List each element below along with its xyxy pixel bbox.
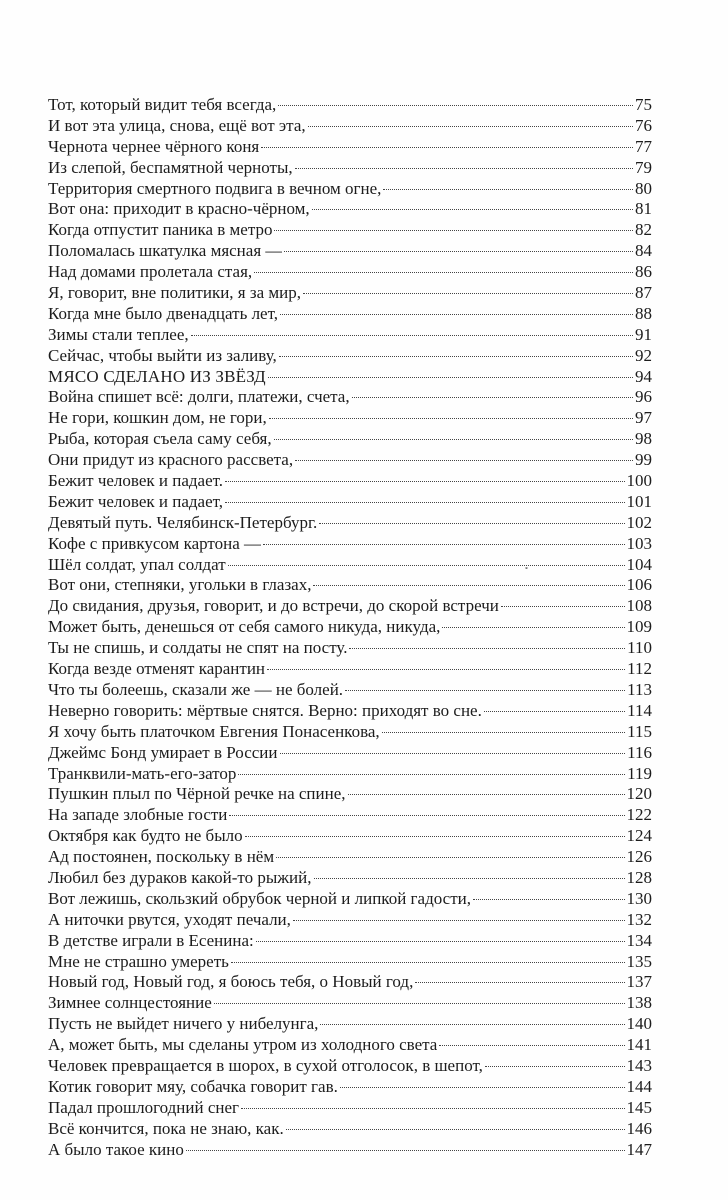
dot-leader [286, 1129, 625, 1130]
toc-entry-title: И вот эта улица, снова, ещё вот эта, [48, 115, 306, 135]
toc-entry-title: Война спишет всё: долги, платежи, счета, [48, 387, 350, 407]
toc-entry-title: Шёл солдат, упал солдат [48, 554, 226, 574]
dot-leader [269, 418, 633, 419]
dot-leader [279, 356, 633, 357]
toc-entry-title: Вот она: приходит в красно-чёрном, [48, 199, 310, 219]
dot-leader [314, 878, 625, 879]
toc-entry-title: Тот, который видит тебя всегда, [48, 95, 277, 114]
toc-entry [48, 764, 652, 785]
toc-entry-title: Когда мне было двенадцать лет, [48, 303, 278, 323]
toc-entry-page-number: 77 [635, 136, 652, 156]
toc-entry [48, 826, 652, 847]
dot-leader [345, 690, 625, 691]
toc-entry-page-number: 132 [626, 909, 652, 929]
toc-entry [48, 575, 652, 596]
toc-entry-title: Транквили-мать-его-затор [48, 763, 237, 783]
toc-entry-page-number: 103 [626, 533, 652, 553]
dot-leader [442, 627, 624, 628]
toc-entry [48, 1119, 652, 1140]
toc-entry [48, 304, 652, 325]
toc-entry-page-number: 102 [626, 512, 652, 532]
toc-entry-title: Они придут из красного рассвета, [48, 450, 294, 470]
toc-entry [48, 450, 652, 471]
toc-entry-title: МЯСО СДЕЛАНО ИЗ ЗВЁЗД [48, 366, 266, 386]
toc-entry [48, 701, 652, 722]
toc-entry-title: Зимнее солнцестояние [48, 993, 212, 1013]
dot-leader [382, 732, 625, 733]
toc-entry-page-number: 115 [627, 721, 652, 741]
dot-leader [238, 774, 625, 775]
toc-entry-title: Ад постоянен, поскольку в нём [48, 847, 275, 867]
dot-leader [276, 857, 624, 858]
toc-entry [48, 199, 652, 220]
toc-entry-page-number: 114 [627, 700, 652, 720]
toc-entry [48, 408, 652, 429]
toc-entry-page-number: 76 [635, 115, 652, 135]
toc-entry [48, 220, 652, 241]
toc-entry-page-number: 144 [626, 1076, 652, 1096]
toc-entry [48, 513, 652, 534]
toc-entry [48, 1056, 652, 1077]
dot-leader [308, 126, 633, 127]
toc-entry-title: Пушкин плыл по Чёрной речке на спине, [48, 784, 346, 804]
dot-leader [245, 836, 625, 837]
toc-entry-page-number: 141 [626, 1035, 652, 1055]
toc-entry-page-number: 140 [626, 1014, 652, 1034]
toc-entry [48, 993, 652, 1014]
toc-entry-page-number: 87 [635, 283, 652, 303]
toc-entry-title: Бежит человек и падает. [48, 471, 224, 491]
dot-leader [312, 209, 633, 210]
toc-entry-page-number: 110 [627, 638, 652, 658]
toc-entry [48, 889, 652, 910]
dot-leader [225, 481, 624, 482]
toc-entry-title: До свидания, друзья, говорит, и до встречи, до скорой встречи [48, 596, 499, 616]
toc-entry-title: Рыба, которая съела саму себя, [48, 429, 272, 449]
toc-entry-page-number: 92 [635, 345, 652, 365]
toc-entry-title: Новый год, Новый год, я боюсь тебя, о Новый год, [48, 972, 414, 992]
dot-leader [280, 314, 633, 315]
toc-entry [48, 931, 652, 952]
toc-entry [48, 429, 652, 450]
dot-leader [278, 105, 633, 106]
stray-mark: ˟ [524, 567, 529, 578]
dot-leader [313, 585, 624, 586]
toc-entry-title: Чернота чернее чёрного коня [48, 136, 260, 156]
toc-entry-page-number: 135 [626, 951, 652, 971]
dot-leader [295, 168, 633, 169]
toc-entry [48, 534, 652, 555]
toc-entry-page-number: 98 [635, 429, 652, 449]
toc-entry-title: Падал прошлогодний снег [48, 1097, 239, 1117]
dot-leader [231, 962, 625, 963]
toc-entry-page-number: 124 [626, 826, 652, 846]
toc-entry-page-number: 104 [626, 554, 652, 574]
toc-entry [48, 262, 652, 283]
toc-entry-page-number: 147 [626, 1139, 652, 1159]
toc-entry-title: Пусть не выйдет ничего у нибелунга, [48, 1014, 319, 1034]
dot-leader [349, 648, 625, 649]
toc-entry [48, 116, 652, 137]
toc-entry [48, 179, 652, 200]
toc-entry [48, 555, 652, 576]
toc-entry [48, 972, 652, 993]
toc-entry-title: Из слепой, беспамятной черноты, [48, 157, 293, 177]
toc-entry-page-number: 86 [635, 262, 652, 282]
toc-entry-title: Джеймс Бонд умирает в России [48, 742, 278, 762]
dot-leader [320, 1024, 624, 1025]
toc-entry-page-number: 80 [635, 178, 652, 198]
toc-entry-page-number: 94 [635, 366, 652, 386]
toc-entry [48, 847, 652, 868]
toc-entry-page-number: 97 [635, 408, 652, 428]
toc-entry-page-number: 122 [626, 805, 652, 825]
toc-entry [48, 638, 652, 659]
toc-entry-title: Вот они, степняки, угольки в глазах, [48, 575, 312, 595]
toc-entry-page-number: 108 [626, 596, 652, 616]
toc-entry [48, 722, 652, 743]
toc-entry [48, 680, 652, 701]
toc-entry-title: Что ты болеешь, сказали же — не болей. [48, 679, 344, 699]
dot-leader [473, 899, 625, 900]
dot-leader [274, 230, 633, 231]
dot-leader [214, 1003, 625, 1004]
toc-entry-page-number: 130 [626, 888, 652, 908]
toc-entry [48, 241, 652, 262]
toc-entry [48, 346, 652, 367]
toc-entry-page-number: 84 [635, 241, 652, 261]
dot-leader [319, 523, 624, 524]
dot-leader [263, 544, 625, 545]
dot-leader [280, 753, 626, 754]
toc-entry [48, 743, 652, 764]
toc-entry [48, 1014, 652, 1035]
toc-entry-page-number: 112 [627, 659, 652, 679]
toc-entry [48, 95, 652, 116]
dot-leader [225, 502, 624, 503]
toc-entry-title: Ты не спишь, и солдаты не спят на посту. [48, 638, 348, 658]
dot-leader [274, 439, 633, 440]
toc-entry-title: Я хочу быть платочком Евгения Понасенкова, [48, 721, 380, 741]
dot-leader [295, 460, 633, 461]
toc-entry [48, 1098, 652, 1119]
toc-entry [48, 283, 652, 304]
toc-entry-page-number: 146 [626, 1118, 652, 1138]
toc-entry-title: В детстве играли в Есенина: [48, 930, 254, 950]
dot-leader [348, 794, 625, 795]
toc-section-heading [48, 367, 652, 388]
toc-entry-title: Котик говорит мяу, собачка говорит гав. [48, 1076, 338, 1096]
toc-entry-title: Всё кончится, пока не знаю, как. [48, 1118, 284, 1138]
toc-entry-title: Мне не страшно умереть [48, 951, 229, 971]
toc-entry [48, 325, 652, 346]
toc-entry [48, 617, 652, 638]
toc-entry-page-number: 81 [635, 199, 652, 219]
toc-entry [48, 805, 652, 826]
toc-entry [48, 910, 652, 931]
toc-entry-title: Не гори, кошкин дом, не гори, [48, 408, 267, 428]
toc-entry-page-number: 91 [635, 324, 652, 344]
toc-entry-page-number: 100 [626, 471, 652, 491]
toc-entry-title: Октября как будто не было [48, 826, 243, 846]
toc-entry-page-number: 145 [626, 1097, 652, 1117]
toc-entry [48, 659, 652, 680]
toc-entry-page-number: 116 [627, 742, 652, 762]
toc-entry-title: Кофе с привкусом картона — [48, 533, 261, 553]
toc-entry [48, 868, 652, 889]
dot-leader [229, 815, 624, 816]
dot-leader [340, 1087, 625, 1088]
toc-entry-page-number: 128 [626, 867, 652, 887]
dot-leader [501, 606, 625, 607]
dot-leader [254, 272, 633, 273]
toc-entry-title: А, может быть, мы сделаны утром из холодного света [48, 1035, 438, 1055]
toc-entry-title: Территория смертного подвига в вечном огне, [48, 178, 382, 198]
toc-entry [48, 952, 652, 973]
dot-leader [303, 293, 633, 294]
dot-leader [186, 1150, 625, 1151]
toc-entry-page-number: 143 [626, 1055, 652, 1075]
toc-entry [48, 1140, 652, 1161]
toc-entry-title: Девятый путь. Челябинск-Петербург. [48, 512, 318, 532]
dot-leader [261, 147, 633, 148]
toc-entry-page-number: 120 [626, 784, 652, 804]
dot-leader [485, 1066, 625, 1067]
toc-entry-page-number: 106 [626, 575, 652, 595]
toc-entry-page-number: 109 [626, 617, 652, 637]
toc-entry-page-number: 101 [626, 491, 652, 511]
toc-entry-title: А было такое кино [48, 1139, 184, 1159]
toc-entry-page-number: 82 [635, 220, 652, 240]
toc-entry [48, 471, 652, 492]
dot-leader [284, 251, 633, 252]
toc-entry-page-number: 96 [635, 387, 652, 407]
toc-entry-title: А ниточки рвутся, уходят печали, [48, 909, 291, 929]
toc-entry-page-number: 88 [635, 303, 652, 323]
dot-leader [228, 565, 625, 566]
toc-entry [48, 596, 652, 617]
toc-entry-title: Поломалась шкатулка мясная — [48, 241, 283, 261]
dot-leader [256, 941, 625, 942]
toc-entry-page-number: 137 [626, 972, 652, 992]
dot-leader [267, 669, 625, 670]
dot-leader [439, 1045, 624, 1046]
toc-entry-title: Сейчас, чтобы выйти из заливу, [48, 345, 277, 365]
toc-entry-page-number: 79 [635, 157, 652, 177]
dot-leader [383, 189, 633, 190]
toc-entry-page-number: 75 [635, 95, 652, 114]
dot-leader [484, 711, 625, 712]
toc-entry-title: Вот лежишь, скользкий обрубок черной и липкой гадости, [48, 888, 471, 908]
dot-leader [415, 982, 624, 983]
toc-entry-title: Бежит человек и падает, [48, 491, 224, 511]
dot-leader [293, 920, 625, 921]
toc-entry-title: Неверно говорить: мёртвые снятся. Верно: приходят во сне. [48, 700, 482, 720]
toc-entry-page-number: 99 [635, 450, 652, 470]
toc-entry-page-number: 126 [626, 847, 652, 867]
toc-entry [48, 387, 652, 408]
toc-entry-title: Любил без дураков какой-то рыжий, [48, 867, 312, 887]
toc-entry-page-number: 113 [627, 679, 652, 699]
toc-entry-title: Я, говорит, вне политики, я за мир, [48, 283, 301, 303]
toc-entry-title: Когда отпустит паника в метро [48, 220, 273, 240]
toc-entry [48, 158, 652, 179]
toc-entry [48, 1077, 652, 1098]
toc-entry-title: Над домами пролетала стая, [48, 262, 253, 282]
toc-entry-title: На западе злобные гости [48, 805, 228, 825]
toc-entry-page-number: 119 [627, 763, 652, 783]
dot-leader [268, 377, 633, 378]
dot-leader [241, 1108, 625, 1109]
toc-entry [48, 137, 652, 158]
table-of-contents [48, 95, 652, 1160]
toc-entry-page-number: 134 [626, 930, 652, 950]
toc-entry-page-number: 138 [626, 993, 652, 1013]
toc-entry-title: Человек превращается в шорох, в сухой отголосок, в шепот, [48, 1055, 483, 1075]
toc-entry [48, 1035, 652, 1056]
toc-entry-title: Когда везде отменят карантин [48, 659, 266, 679]
toc-entry [48, 784, 652, 805]
dot-leader [352, 397, 633, 398]
dot-leader [191, 335, 633, 336]
toc-entry-title: Зимы стали теплее, [48, 324, 189, 344]
toc-entry [48, 492, 652, 513]
toc-entry-title: Может быть, денешься от себя самого никуда, никуда, [48, 617, 441, 637]
